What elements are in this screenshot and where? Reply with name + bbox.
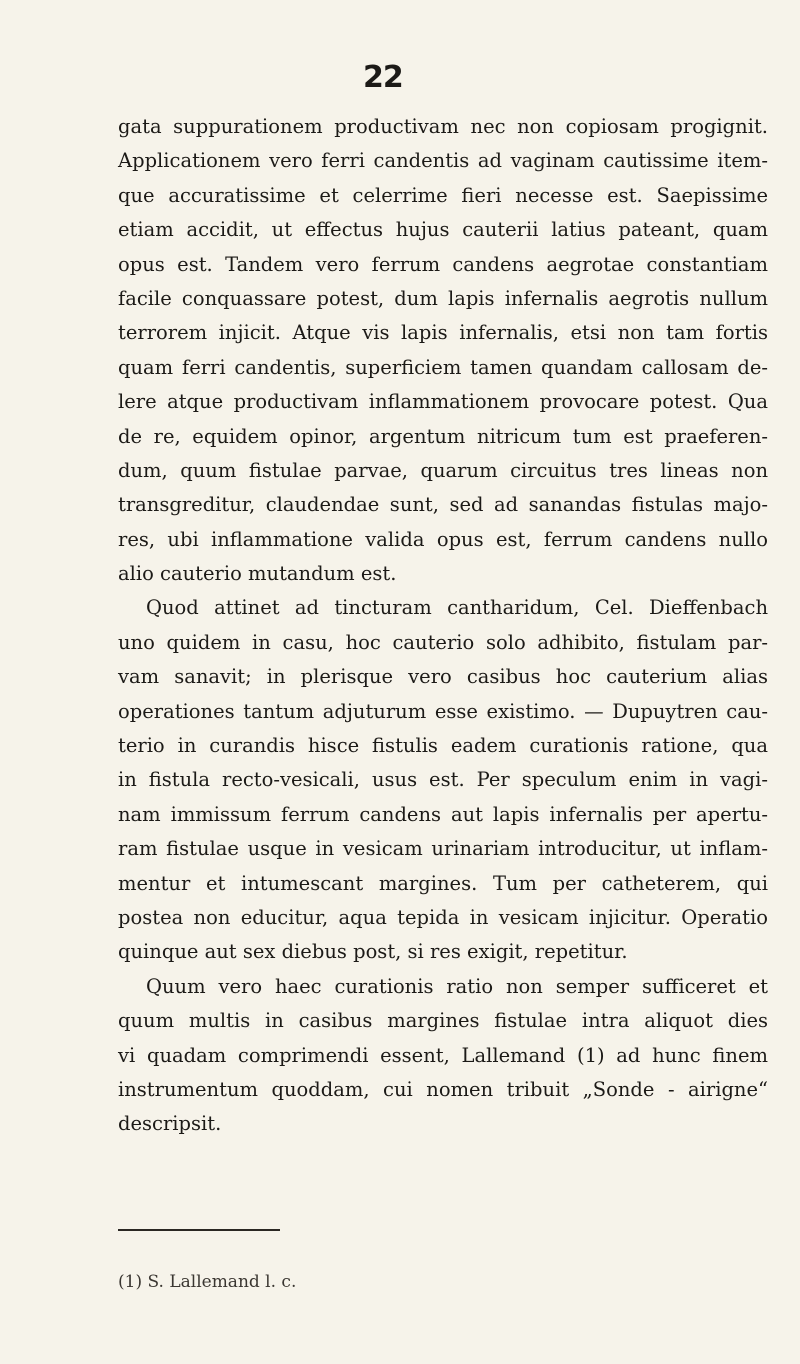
text-line: nam immissum ferrum candens aut lapis infernalis per apertu- <box>118 802 768 826</box>
paragraph-cantharides <box>118 591 768 969</box>
text-line: mentur et intumescant margines. Tum per catheterem, qui <box>118 871 768 895</box>
text-line: Quod attinet ad tincturam cantharidum, Cel. Dieffenbach <box>146 596 768 620</box>
text-line: instrumentum quoddam, cui nomen tribuit „Sonde - airigne“ <box>118 1077 768 1101</box>
text-line: quum multis in casibus margines fistulae intra aliquot dies <box>118 1009 768 1033</box>
text-line: descripsit. <box>118 1112 222 1136</box>
text-line: vam sanavit; in plerisque vero casibus hoc cauterium alias <box>118 665 768 689</box>
text-line: gata suppurationem productivam nec non copiosam progignit. <box>118 115 768 138</box>
text-line: que accuratissime et celerrime fieri necesse est. Saepissime <box>118 183 768 207</box>
page-number: 22 <box>363 60 403 95</box>
footnote: (1) S. Lallemand l. c. <box>118 1272 297 1292</box>
text-line: opus est. Tandem vero ferrum candens aegrotae constantiam <box>118 252 768 276</box>
text-line: de re, equidem opinor, argentum nitricum tum est praeferen- <box>118 424 768 448</box>
paragraph-cauterization <box>118 110 768 591</box>
text-line: quinque aut sex diebus post, si res exigit, repetitur. <box>118 940 628 964</box>
text-line: transgreditur, claudendae sunt, sed ad sanandas fistulas majo- <box>118 493 768 517</box>
text-line: Quum vero haec curationis ratio non semper sufficeret et <box>146 974 768 998</box>
text-line: ram fistulae usque in vesicam urinariam introducitur, ut inflam- <box>118 837 768 861</box>
text-line: in fistula recto-vesicali, usus est. Per speculum enim in vagi- <box>118 768 768 792</box>
text-line: vi quadam comprimendi essent, Lallemand (1) ad hunc finem <box>118 1043 768 1067</box>
text-line: dum, quum fistulae parvae, quarum circuitus tres lineas non <box>118 458 768 482</box>
text-line: uno quidem in casu, hoc cauterio solo adhibito, fistulam par- <box>118 630 768 654</box>
text-line: alio cauterio mutandum est. <box>118 562 397 586</box>
text-line: etiam accidit, ut effectus hujus cauterii latius pateant, quam <box>118 218 768 242</box>
text-line: res, ubi inflammatione valida opus est, ferrum candens nullo <box>118 527 768 551</box>
text-line: terio in curandis hisce fistulis eadem curationis ratione, qua <box>118 734 768 758</box>
text-line: postea non educitur, aqua tepida in vesicam injicitur. Operatio <box>118 905 768 929</box>
text-line: operationes tantum adjuturum esse existimo. — Dupuytren cau- <box>118 699 768 723</box>
text-line: quam ferri candentis, superficiem tamen quandam callosam de- <box>118 355 768 379</box>
text-line: Applicationem vero ferri candentis ad vaginam cautissime item- <box>118 149 768 173</box>
text-line: lere atque productivam inflammationem provocare potest. Qua <box>118 390 768 414</box>
text-line: facile conquassare potest, dum lapis infernalis aegrotis nullum <box>118 286 768 310</box>
text-line: terrorem injicit. Atque vis lapis infernalis, etsi non tam fortis <box>118 321 768 345</box>
paragraph-lallemand <box>118 970 768 1142</box>
footnote-divider <box>118 1229 280 1231</box>
body-text <box>118 110 768 1142</box>
